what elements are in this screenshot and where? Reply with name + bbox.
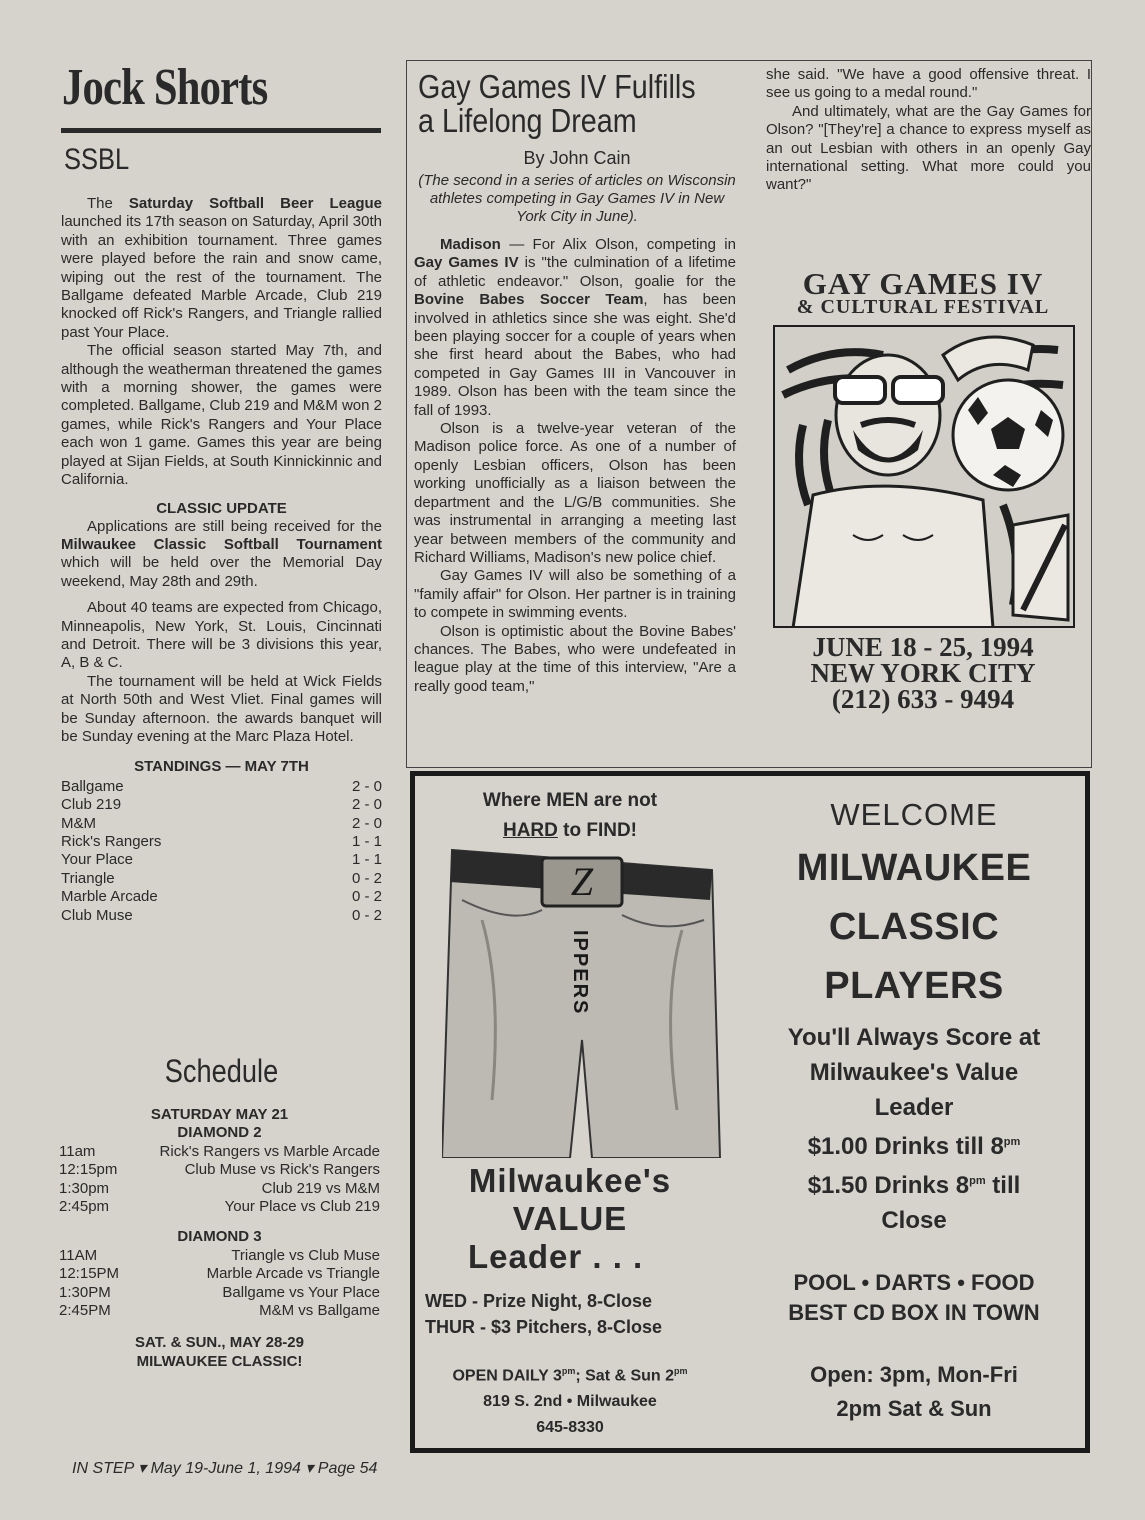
classic-paragraph-1: Applications are still being received for the Milwaukee Classic Softball Tournament which will be held over the Memorial Day weekend, May 28th and 29th. <box>61 517 382 590</box>
article-paragraph-1: Madison — For Alix Olson, competing in Gay Games IV is "the culmination of a lifetime of athletic endeavor." Olson, goalie for the Bovine Babes Soccer Team, has been involved in athletics since she was eight. She'd been playing soccer for a couple of years when she first heard about the Babes, who had competed in Gay Games III in Vancouver in 1989. Olson has been with the team since the fall of 1993. <box>414 236 736 419</box>
article-paragraph-5: she said. "We have a good offensive threat. I see us going to a medal round." <box>766 66 1091 102</box>
diamond-3-heading: DIAMOND 3 <box>177 1228 262 1246</box>
welcome-sub-1: You'll Always Score at <box>787 1024 1041 1051</box>
table-row: M&M 2 - 0 <box>61 814 382 832</box>
list-item: 2:45pm Your Place vs Club 219 <box>59 1198 380 1216</box>
hours-line-2: 2pm Sat & Sun <box>836 1396 992 1421</box>
welcome-line-1: MILWAUKEE <box>796 847 1032 889</box>
list-item: 1:30PM Ballgame vs Your Place <box>59 1283 380 1301</box>
classic-name: MILWAUKEE CLASSIC! <box>136 1352 303 1370</box>
table-row: Rick's Rangers 1 - 1 <box>61 833 382 850</box>
zippers-info: OPEN DAILY $3^{pm}$; Sat & Sun $2^{pm}$ 819 S. 2nd • Milwaukee 645-8330 <box>452 1366 688 1437</box>
zippers-ad-headline: Where MEN are not HARD to FIND! <box>482 790 658 841</box>
list-item: 11am Rick's Rangers vs Marble Arcade <box>59 1142 380 1160</box>
diamond-2-heading: DIAMOND 2 <box>177 1124 262 1142</box>
zippers-value-leader: Milwaukee's VALUE Leader . . . <box>468 1162 672 1275</box>
gay-games-dates: JUNE 18 - 25, 1994 <box>812 632 1034 662</box>
table-row: Marble Arcade 0 - 2 <box>61 888 382 906</box>
article-column-1 <box>414 236 736 696</box>
article-paragraph-6: And ultimately, what are the Gay Games for Olson? "[They're] a chance to express myself as an out Lesbian with others in an openly Gay international setting. What more could you want?" <box>766 102 1091 194</box>
article-paragraph-3: Gay Games IV will also be something of a "family affair" for Olson. Her partner is in training to compete in swimming events. <box>414 567 736 622</box>
gay-games-phone: (212) 633 - 9494 <box>831 684 1015 714</box>
list-item: 12:15pm Club Muse vs Rick's Rangers <box>59 1161 380 1179</box>
standings-table <box>61 758 382 925</box>
gay-games-ad-subtitle: & CULTURAL FESTIVAL <box>796 296 1050 318</box>
article-deck: (The second in a series of articles on Wisconsin athletes competing in Gay Games IV in New York City in June). <box>418 172 736 225</box>
table-row: Ballgame 2 - 0 <box>61 777 382 795</box>
schedule-date: SATURDAY MAY 21 <box>150 1106 289 1123</box>
fly-lettering: IPPERS <box>569 930 591 1016</box>
section-title: Jock Shorts <box>62 59 268 116</box>
classic-update-heading: CLASSIC UPDATE <box>156 499 287 517</box>
classic-paragraph-3: The tournament will be held at Wick Fields at North 50th and West Vliet. Final games will be Sunday afternoon. the awards banquet will be Sunday evening at the Marc Plaza Hotel. <box>61 672 382 745</box>
classic-dates: SAT. & SUN., MAY 28-29 <box>135 1334 304 1352</box>
list-item: 2:45PM M&M vs Ballgame <box>59 1302 380 1320</box>
soccer-fan-illustration <box>773 325 1075 628</box>
table-row: Club 219 2 - 0 <box>61 796 382 814</box>
ssbl-paragraph-1: The Saturday Softball Beer League launched its 17th season on Saturday, April 30th with an exhibition tournament. Three games were played before the rain and snow came, wiping out the rest of the tournament. The Ballgame defeated Marble Arcade, Club 219 knocked off Rick's Rangers, and Triangle rallied past Your Place. <box>61 195 382 341</box>
welcome-heading: WELCOME <box>830 797 998 832</box>
zippers-specials: WED - Prize Night, 8-Close THUR - $3 Pitchers, 8-Close <box>425 1291 663 1337</box>
table-row: Your Place 1 - 1 <box>61 851 382 869</box>
welcome-sub-3: Leader <box>874 1094 954 1121</box>
hours-line-1: Open: 3pm, Mon-Fri <box>810 1362 1018 1387</box>
list-item: 11AM Triangle vs Club Muse <box>59 1246 380 1264</box>
list-item: 1:30pm Club 219 vs M&M <box>59 1179 380 1197</box>
welcome-sub-2: Milwaukee's Value <box>809 1059 1019 1086</box>
welcome-line-2: CLASSIC <box>828 906 1000 948</box>
article-paragraph-4: Olson is optimistic about the Bovine Babes' chances. The Babes, who were undefeated in league play at the time of this interview, "Are a really good team," <box>414 622 736 695</box>
schedule <box>59 1106 380 1371</box>
ssbl-heading: SSBL <box>64 143 130 176</box>
article-title: Gay Games IV Fulfills a Lifelong Dream <box>418 68 696 139</box>
list-item: 12:15PM Marble Arcade vs Triangle <box>59 1265 380 1283</box>
ssbl-column <box>61 195 382 925</box>
gay-games-ad-info <box>773 634 1073 712</box>
article-column-2 <box>766 66 1091 195</box>
article-paragraph-2: Olson is a twelve-year veteran of the Madison police force. As one of a number of openly Lesbian officers, Olson has been working unofficially as a liaison between the department and the L/G/B communities. She was instrumental in arranging a meeting last year between members of the community and Richard Williams, Madison's new police chief. <box>414 420 736 566</box>
welcome-ad <box>755 795 1073 1426</box>
belt-buckle-letter: Z <box>570 859 594 904</box>
article-byline: By John Cain <box>523 148 631 168</box>
gay-games-ad-title: GAY GAMES IV <box>802 266 1044 301</box>
schedule-heading: Schedule <box>164 1053 279 1089</box>
features-line-1: POOL • DARTS • FOOD <box>793 1270 1035 1295</box>
standings-heading: STANDINGS — MAY 7TH <box>134 758 309 776</box>
title-rule <box>61 128 381 133</box>
gay-games-city: NEW YORK CITY <box>810 658 1036 688</box>
table-row: Triangle 0 - 2 <box>61 869 382 887</box>
ssbl-paragraph-2: The official season started May 7th, and although the weatherman threatened the games with a morning shower, the games were completed. Ballgame, Club 219 and M&M won 2 games, while Rick's Rangers and Your Place each won 1 game. Games this year are being played at Sijan Fields, at South Kinnickinnic and California. <box>61 342 383 489</box>
drink-special-1: $1.00 Drinks till $8^{pm}$ <box>807 1133 1021 1160</box>
welcome-line-3: PLAYERS <box>824 965 1004 1007</box>
table-row: Club Muse 0 - 2 <box>61 906 382 924</box>
drink-special-2-end: Close <box>881 1207 947 1234</box>
page-footer: IN STEP ▾ May 19-June 1, 1994 ▾ Page 54 <box>72 1460 378 1477</box>
jeans-illustration <box>442 840 724 1158</box>
classic-paragraph-2: About 40 teams are expected from Chicago, Minneapolis, New York, St. Louis, Cincinnati and Detroit. There will be 3 divisions this year, A, B & C. <box>61 599 382 672</box>
features-line-2: BEST CD BOX IN TOWN <box>788 1300 1040 1325</box>
drink-special-2: $1.50 Drinks $8^{pm}$ till <box>807 1172 1021 1199</box>
